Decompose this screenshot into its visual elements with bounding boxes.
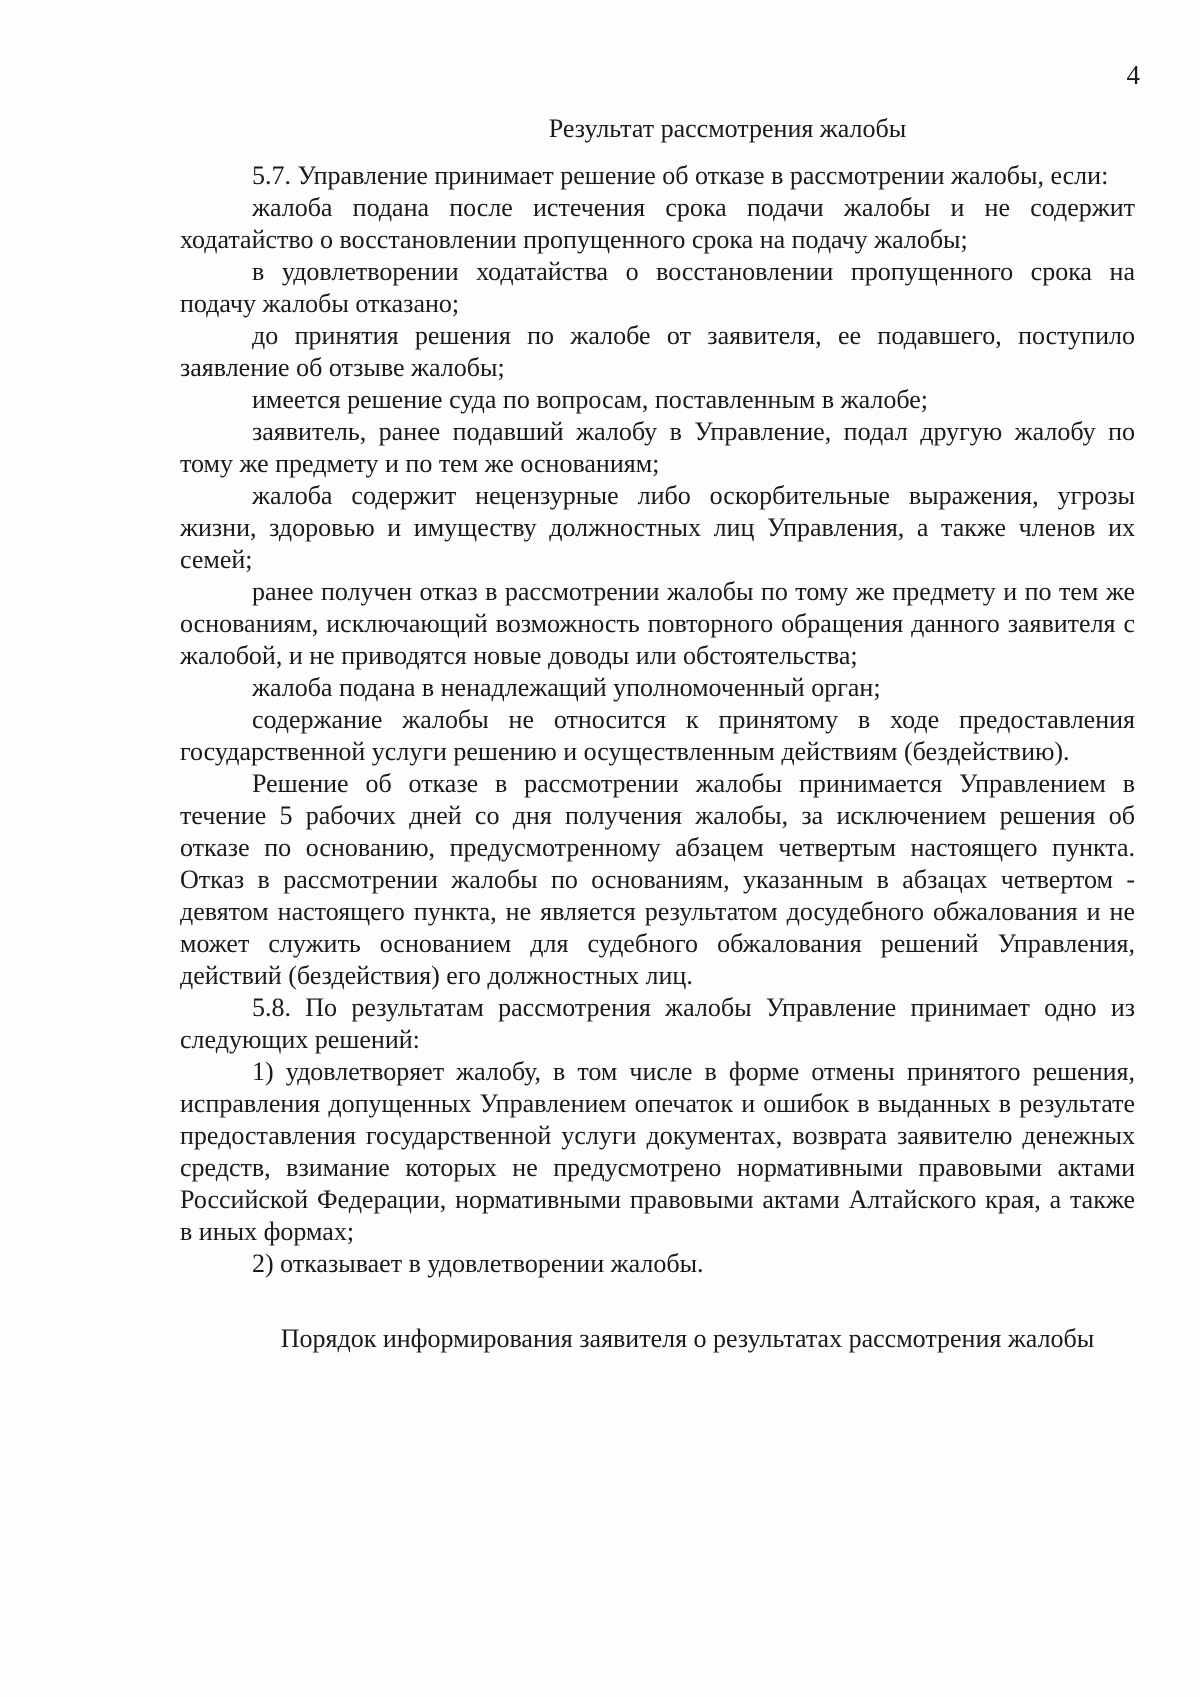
document-body — [180, 112, 1135, 1370]
paragraph-reason-prior-refusal: ранее получен отказ в рассмотрении жалобы по тому же предмету и по тем же основаниям, исключающий возможность повторного обращения данного заявителя с жалобой, и не приводятся новые доводы или обстоятельства; — [180, 577, 1135, 670]
paragraph-reason-duplicate: заявитель, ранее подавший жалобу в Управление, подал другую жалобу по тому же предмету и по тем же основаниям; — [180, 417, 1135, 478]
paragraph-reason-unrelated: содержание жалобы не относится к принятому в ходе предоставления государственной услуги решению и осуществленным действиям (бездействию). — [180, 705, 1135, 766]
paragraph-refusal-terms: Решение об отказе в рассмотрении жалобы принимается Управлением в течение 5 рабочих дней со дня получения жалобы, за исключением решения об отказе по основанию, предусмотренному абзацем четвертым настоящего пункта. Отказ в рассмотрении жалобы по основаниям, указанным в абзацах четвертом - девятом настоящего пункта, не является результатом досудебного обжалования и не может служить основанием для судебного обжалования решений Управления, действий (бездействия) его должностных лиц. — [180, 769, 1135, 990]
paragraph-decision-2: 2) отказывает в удовлетворении жалобы. — [252, 1249, 704, 1278]
paragraph-decision-1: 1) удовлетворяет жалобу, в том числе в форме отмены принятого решения, исправления допущенных Управлением опечаток и ошибок в выданных в результате предоставления государственной услуги документах, возврата заявителю денежных средств, взимание которых не предусмотрено нормативными правовыми актами Российской Федерации, нормативными правовыми актами Алтайского края, а также в иных формах; — [180, 1057, 1135, 1246]
section-heading-result: Результат рассмотрения жалобы — [548, 114, 907, 143]
page-number: 4 — [1126, 60, 1140, 90]
paragraph-reason-wrong-body: жалоба подана в ненадлежащий уполномоченный орган; — [252, 673, 881, 702]
paragraph-reason-petition-denied: в удовлетворении ходатайства о восстановлении пропущенного срока на подачу жалобы отказано; — [180, 257, 1135, 318]
section-heading-notification: Порядок информирования заявителя о результатах рассмотрения жалобы — [280, 1324, 1095, 1353]
paragraph-reason-withdrawal: до принятия решения по жалобе от заявителя, ее подавшего, поступило заявление об отзыве жалобы; — [180, 321, 1135, 382]
paragraph-5-8: 5.8. По результатам рассмотрения жалобы Управление принимает одно из следующих решений: — [180, 993, 1135, 1054]
paragraph-5-7: 5.7. Управление принимает решение об отказе в рассмотрении жалобы, если: — [252, 161, 1109, 190]
paragraph-reason-deadline: жалоба подана после истечения срока подачи жалобы и не содержит ходатайство о восстановлении пропущенного срока на подачу жалобы; — [180, 193, 1135, 254]
paragraph-reason-offensive: жалоба содержит нецензурные либо оскорбительные выражения, угрозы жизни, здоровью и имуществу должностных лиц Управления, а также членов их семей; — [180, 481, 1135, 574]
paragraph-reason-court-decision: имеется решение суда по вопросам, поставленным в жалобе; — [252, 385, 928, 414]
